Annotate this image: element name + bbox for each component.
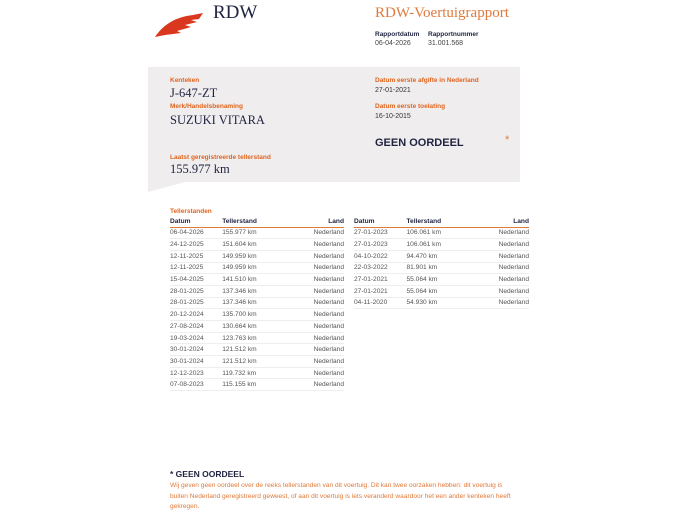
table-cell: 155.977 km [222, 227, 292, 239]
table-cell: Nederland [477, 227, 530, 239]
table-cell: Nederland [292, 379, 344, 391]
brand-name: RDW [213, 2, 258, 23]
table-cell: 115.155 km [222, 379, 292, 391]
table-row [354, 285, 529, 297]
rdw-logo-icon [155, 11, 205, 39]
table-cell: 149.959 km [222, 262, 292, 274]
table-cell: 54.930 km [407, 297, 477, 309]
table-row [170, 367, 344, 379]
table-cell: 94.470 km [407, 250, 477, 262]
table-row [170, 239, 344, 251]
column-header: Datum [170, 217, 222, 227]
report-title: RDW-Voertuigrapport [375, 5, 509, 21]
table-cell: 30-01-2024 [170, 344, 222, 356]
first-admission: 16-10-2015 [375, 113, 411, 120]
odometer: 155.977 km [170, 162, 230, 176]
table-cell: 106.061 km [407, 227, 477, 239]
table-cell: Nederland [292, 227, 344, 239]
table-header [170, 217, 344, 227]
table-cell: 27-01-2023 [354, 239, 407, 251]
column-header: Tellerstand [222, 217, 292, 227]
table-cell: 22-03-2022 [354, 262, 407, 274]
footnote-text: Wij geven geen oordeel over de reeks tellerstanden van dit voertuig. Dit kan twee oorzaken hebben: dit voertuig is buiten Nederland geregistreerd geweest, of aan dit voertuig is iets veranderd waardoor het een ander kenteken heeft gekregen. [170, 482, 511, 510]
table-cell: Nederland [477, 239, 530, 251]
table-cell: Nederland [292, 239, 344, 251]
table-cell: 55.064 km [407, 285, 477, 297]
plate: J-647-ZT [170, 86, 218, 100]
table-row [170, 356, 344, 368]
table-cell: 27-01-2021 [354, 274, 407, 286]
table-cell: Nederland [477, 250, 530, 262]
table-row [170, 297, 344, 309]
table-row [170, 262, 344, 274]
table-cell: 12-12-2023 [170, 367, 222, 379]
column-header: Land [292, 217, 344, 227]
first-nl: 27-01-2021 [375, 87, 411, 94]
table-cell: 30-01-2024 [170, 356, 222, 368]
table-cell: 137.346 km [222, 297, 292, 309]
column-header: Datum [354, 217, 407, 227]
readings-table-right [354, 217, 529, 309]
table-row [354, 274, 529, 286]
table-cell: 55.064 km [407, 274, 477, 286]
table-cell: Nederland [477, 297, 530, 309]
table-row [170, 344, 344, 356]
table-cell: 12-11-2025 [170, 262, 222, 274]
table-header [354, 217, 529, 227]
table-cell: 15-04-2025 [170, 274, 222, 286]
table-row [170, 227, 344, 239]
table-cell: Nederland [292, 250, 344, 262]
table-cell: 106.061 km [407, 239, 477, 251]
table-cell: Nederland [292, 274, 344, 286]
make: SUZUKI VITARA [170, 113, 265, 127]
readings-title: Tellerstanden [170, 208, 212, 215]
readings-table-left [170, 217, 344, 391]
table-cell: 19-03-2024 [170, 332, 222, 344]
table-cell: Nederland [477, 274, 530, 286]
table-row [170, 285, 344, 297]
table-row [170, 321, 344, 333]
table-row [170, 250, 344, 262]
table-cell: 27-01-2023 [354, 227, 407, 239]
table-cell: 27-08-2024 [170, 321, 222, 333]
table-row [170, 274, 344, 286]
table-cell: Nederland [292, 309, 344, 321]
table-cell: 12-11-2025 [170, 250, 222, 262]
make-label: Merk/Handelsbenaming [170, 103, 243, 110]
first-nl-label: Datum eerste afgifte in Nederland [375, 77, 479, 84]
footnote-title: * GEEN OORDEEL [170, 469, 245, 479]
odometer-label: Laatst geregistreerde tellerstand [170, 154, 271, 161]
table-cell: 28-01-2025 [170, 297, 222, 309]
table-row [170, 332, 344, 344]
table-cell: Nederland [292, 332, 344, 344]
table-cell: 81.901 km [407, 262, 477, 274]
table-row [354, 227, 529, 239]
table-cell: 04-10-2022 [354, 250, 407, 262]
table-cell: Nederland [292, 285, 344, 297]
table-cell: 04-11-2020 [354, 297, 407, 309]
table-cell: Nederland [477, 262, 530, 274]
table-cell: 151.604 km [222, 239, 292, 251]
table-cell: 119.732 km [222, 367, 292, 379]
table-cell: 27-01-2021 [354, 285, 407, 297]
table-row [354, 250, 529, 262]
report-date-label: Rapportdatum [375, 31, 420, 38]
table-cell: 06-04-2026 [170, 227, 222, 239]
table-cell: Nederland [292, 321, 344, 333]
table-cell: Nederland [292, 367, 344, 379]
verdict-mark: * [505, 134, 510, 146]
table-cell: 121.512 km [222, 344, 292, 356]
first-admission-label: Datum eerste toelating [375, 103, 446, 110]
table-row [170, 379, 344, 391]
table-row [354, 262, 529, 274]
table-row [354, 297, 529, 309]
plate-label: Kenteken [170, 77, 200, 84]
table-cell: 20-12-2024 [170, 309, 222, 321]
table-cell: 137.346 km [222, 285, 292, 297]
table-row [354, 239, 529, 251]
table-cell: 28-01-2025 [170, 285, 222, 297]
table-cell: 135.700 km [222, 309, 292, 321]
table-cell: 130.664 km [222, 321, 292, 333]
table-cell: 07-08-2023 [170, 379, 222, 391]
report-number-label: Rapportnummer [428, 31, 479, 38]
column-header: Land [477, 217, 530, 227]
table-cell: 141.510 km [222, 274, 292, 286]
table-cell: Nederland [292, 297, 344, 309]
report-number: 31.001.568 [428, 40, 464, 47]
report-date: 06-04-2026 [375, 40, 411, 47]
table-cell: 149.959 km [222, 250, 292, 262]
column-header: Tellerstand [407, 217, 477, 227]
table-cell: Nederland [292, 262, 344, 274]
table-row [170, 309, 344, 321]
table-cell: Nederland [292, 356, 344, 368]
table-cell: 121.512 km [222, 356, 292, 368]
verdict: GEEN OORDEEL [375, 137, 464, 149]
table-cell: 123.763 km [222, 332, 292, 344]
table-cell: Nederland [292, 344, 344, 356]
table-cell: 24-12-2025 [170, 239, 222, 251]
table-cell: Nederland [477, 285, 530, 297]
